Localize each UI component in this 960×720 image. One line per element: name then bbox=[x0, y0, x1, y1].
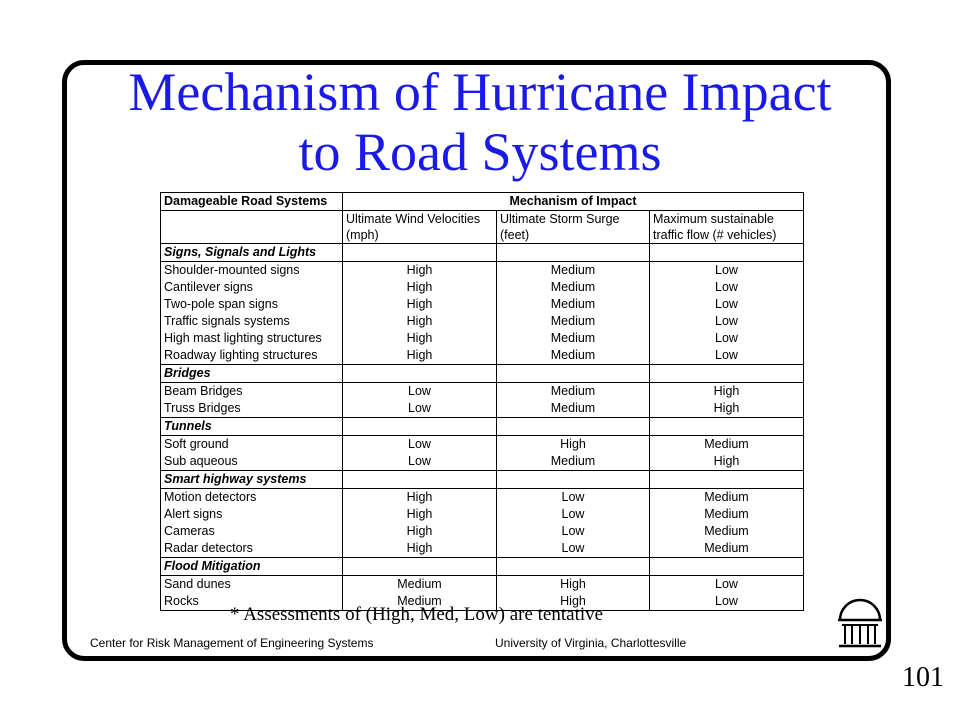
rating-cell: Medium bbox=[497, 296, 650, 313]
rating-cell: Low bbox=[497, 523, 650, 540]
section-blank-cell bbox=[650, 244, 804, 262]
col2-line2: (feet) bbox=[497, 227, 650, 244]
footnote: * Assessments of (High, Med, Low) are tentative bbox=[230, 604, 604, 625]
section-title: Tunnels bbox=[161, 418, 343, 436]
section-header-row bbox=[161, 244, 804, 262]
table-row bbox=[161, 383, 804, 401]
rating-cell: High bbox=[343, 523, 497, 540]
section-title: Flood Mitigation bbox=[161, 558, 343, 576]
rating-cell: Low bbox=[650, 262, 804, 280]
rating-cell: Medium bbox=[650, 523, 804, 540]
rating-cell: Medium bbox=[497, 330, 650, 347]
col2-line1: Ultimate Storm Surge bbox=[497, 211, 650, 228]
section-blank-cell bbox=[343, 418, 497, 436]
table-row bbox=[161, 506, 804, 523]
section-blank-cell bbox=[650, 471, 804, 489]
table-row bbox=[161, 400, 804, 418]
system-name-cell: Sand dunes bbox=[161, 576, 343, 594]
rating-cell: High bbox=[650, 453, 804, 471]
footer-organization: Center for Risk Management of Engineering Systems bbox=[90, 636, 374, 650]
rating-cell: Low bbox=[650, 330, 804, 347]
section-blank-cell bbox=[497, 558, 650, 576]
rating-cell: High bbox=[343, 296, 497, 313]
table-row bbox=[161, 453, 804, 471]
rating-cell: High bbox=[343, 489, 497, 507]
rating-cell: Medium bbox=[497, 383, 650, 401]
section-blank-cell bbox=[497, 418, 650, 436]
system-name-cell: Traffic signals systems bbox=[161, 313, 343, 330]
rating-cell: Medium bbox=[343, 593, 497, 611]
table-row bbox=[161, 540, 804, 558]
rating-cell: Low bbox=[343, 453, 497, 471]
section-blank-cell bbox=[497, 471, 650, 489]
rating-cell: High bbox=[497, 593, 650, 611]
subheader-row-1 bbox=[161, 211, 804, 228]
system-name-cell: Shoulder-mounted signs bbox=[161, 262, 343, 280]
rating-cell: High bbox=[650, 383, 804, 401]
rating-cell: Low bbox=[650, 593, 804, 611]
col3-line2: traffic flow (# vehicles) bbox=[650, 227, 804, 244]
section-blank-cell bbox=[650, 418, 804, 436]
rating-cell: High bbox=[343, 347, 497, 365]
section-blank-cell bbox=[343, 365, 497, 383]
rating-cell: Low bbox=[343, 400, 497, 418]
system-name-cell: Radar detectors bbox=[161, 540, 343, 558]
section-blank-cell bbox=[497, 244, 650, 262]
rating-cell: High bbox=[343, 279, 497, 296]
header-mechanism: Mechanism of Impact bbox=[343, 193, 804, 211]
section-title: Signs, Signals and Lights bbox=[161, 244, 343, 262]
rating-cell: Medium bbox=[650, 540, 804, 558]
rating-cell: High bbox=[497, 436, 650, 454]
rating-cell: Medium bbox=[343, 576, 497, 594]
rating-cell: Low bbox=[343, 383, 497, 401]
table-row bbox=[161, 262, 804, 280]
rating-cell: Medium bbox=[497, 279, 650, 296]
section-title: Bridges bbox=[161, 365, 343, 383]
system-name-cell: Two-pole span signs bbox=[161, 296, 343, 313]
section-header-row bbox=[161, 418, 804, 436]
table-row bbox=[161, 489, 804, 507]
subheader-blank bbox=[161, 211, 343, 228]
title-line-1: Mechanism of Hurricane Impact bbox=[128, 62, 832, 122]
section-blank-cell bbox=[343, 558, 497, 576]
slide-title bbox=[70, 62, 890, 182]
table-row bbox=[161, 330, 804, 347]
col3-line1: Maximum sustainable bbox=[650, 211, 804, 228]
rating-cell: Low bbox=[497, 506, 650, 523]
section-blank-cell bbox=[650, 558, 804, 576]
rotunda-logo-icon bbox=[836, 598, 884, 650]
system-name-cell: Cantilever signs bbox=[161, 279, 343, 296]
section-title: Smart highway systems bbox=[161, 471, 343, 489]
title-line-2: to Road Systems bbox=[298, 122, 662, 182]
table-row bbox=[161, 436, 804, 454]
section-blank-cell bbox=[650, 365, 804, 383]
col1-line1: Ultimate Wind Velocities bbox=[343, 211, 497, 228]
section-blank-cell bbox=[343, 244, 497, 262]
rating-cell: Medium bbox=[497, 313, 650, 330]
rating-cell: Medium bbox=[497, 262, 650, 280]
system-name-cell: Truss Bridges bbox=[161, 400, 343, 418]
system-name-cell: Beam Bridges bbox=[161, 383, 343, 401]
system-name-cell: Alert signs bbox=[161, 506, 343, 523]
system-name-cell: Motion detectors bbox=[161, 489, 343, 507]
rating-cell: High bbox=[343, 262, 497, 280]
table-row bbox=[161, 296, 804, 313]
header-row bbox=[161, 193, 804, 211]
table-row bbox=[161, 279, 804, 296]
rating-cell: Low bbox=[343, 436, 497, 454]
table-row bbox=[161, 313, 804, 330]
rating-cell: Medium bbox=[497, 347, 650, 365]
section-header-row bbox=[161, 558, 804, 576]
rating-cell: High bbox=[343, 506, 497, 523]
section-blank-cell bbox=[343, 471, 497, 489]
rating-cell: Medium bbox=[650, 489, 804, 507]
section-header-row bbox=[161, 365, 804, 383]
rating-cell: High bbox=[343, 540, 497, 558]
system-name-cell: Sub aqueous bbox=[161, 453, 343, 471]
system-name-cell: Rocks bbox=[161, 593, 343, 611]
system-name-cell: Soft ground bbox=[161, 436, 343, 454]
col1-line2: (mph) bbox=[343, 227, 497, 244]
table-row bbox=[161, 523, 804, 540]
rating-cell: Low bbox=[650, 313, 804, 330]
rating-cell: Low bbox=[650, 576, 804, 594]
rating-cell: Low bbox=[650, 296, 804, 313]
rating-cell: Medium bbox=[497, 453, 650, 471]
rating-cell: Low bbox=[650, 279, 804, 296]
footer-university: University of Virginia, Charlottesville bbox=[495, 636, 687, 650]
rating-cell: Medium bbox=[650, 436, 804, 454]
impact-table bbox=[160, 192, 804, 611]
section-blank-cell bbox=[497, 365, 650, 383]
table-row bbox=[161, 347, 804, 365]
rating-cell: Low bbox=[650, 347, 804, 365]
table-row bbox=[161, 576, 804, 594]
section-header-row bbox=[161, 471, 804, 489]
page-number: 101 bbox=[902, 662, 944, 693]
rating-cell: High bbox=[343, 330, 497, 347]
subheader-blank bbox=[161, 227, 343, 244]
system-name-cell: High mast lighting structures bbox=[161, 330, 343, 347]
rating-cell: High bbox=[650, 400, 804, 418]
system-name-cell: Cameras bbox=[161, 523, 343, 540]
rating-cell: Low bbox=[497, 489, 650, 507]
header-damageable: Damageable Road Systems bbox=[161, 193, 343, 211]
rating-cell: Medium bbox=[650, 506, 804, 523]
rating-cell: High bbox=[343, 313, 497, 330]
rating-cell: Low bbox=[497, 540, 650, 558]
rating-cell: Medium bbox=[497, 400, 650, 418]
rating-cell: High bbox=[497, 576, 650, 594]
subheader-row-2 bbox=[161, 227, 804, 244]
system-name-cell: Roadway lighting structures bbox=[161, 347, 343, 365]
